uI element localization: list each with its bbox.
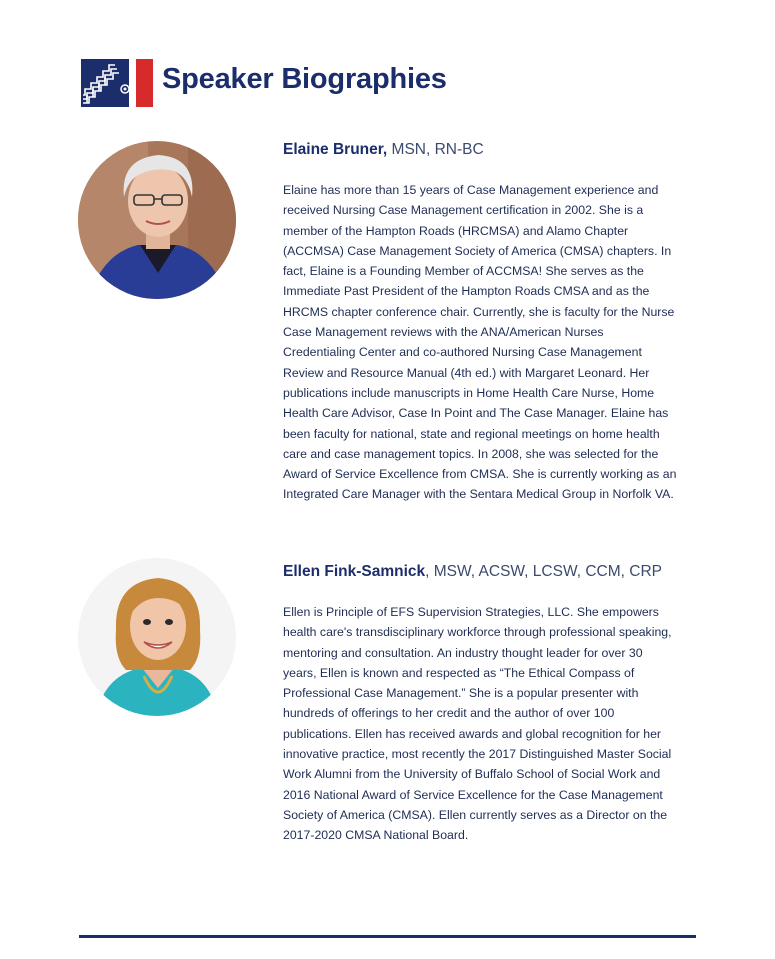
bio-line: mentoring and consultation. An industry thought leader for over 30 [283, 645, 643, 660]
bio-line: member of the Hampton Roads (HRCMSA) and Alamo Chapter [283, 223, 629, 238]
bio-line: been faculty for national, state and regional meetings on home health [283, 426, 660, 441]
staircase-logo-icon [81, 59, 153, 107]
bio-line: publications include manuscripts in Home Health Care Nurse, Home [283, 385, 655, 400]
bio-line: hundreds of offerings to her credit and the author of over 100 [283, 706, 615, 721]
bio-line: publications. Ellen has received awards and global recognition for her [283, 726, 662, 741]
speaker-credentials: , MSW, ACSW, LCSW, CCM, CRP [425, 563, 662, 580]
speaker-photo-ellen [78, 558, 236, 716]
bio-line: Credentialing Center and co-authored Nursing Case Management [283, 345, 642, 360]
bio-line: HRCMS chapter conference chair. Currently, she is faculty for the Nurse [283, 304, 675, 319]
bio-line: received Nursing Case Management certification in 2002. She is a [283, 203, 644, 218]
speaker-name-heading [283, 141, 484, 159]
speaker-photo-elaine [78, 141, 236, 299]
bio-line: Immediate Past President of the Hampton Roads CMSA and as the [283, 284, 650, 299]
bio-line: Professional Case Management.” She is a popular presenter with [283, 686, 639, 701]
footer-divider [79, 935, 696, 938]
speaker-bio [283, 180, 683, 505]
bio-line: years, Ellen is known and respected as “The Ethical Compass of [283, 665, 635, 680]
bio-line: fact, Elaine is a Founding Member of ACCMSA! She serves as the [283, 264, 644, 279]
bio-line: 2016 National Award of Service Excellence for the Case Management [283, 787, 663, 802]
bio-line: Ellen is Principle of EFS Supervision Strategies, LLC. She empowers [283, 605, 659, 619]
bio-line: Case Management reviews with the ANA/American Nurses [283, 325, 604, 340]
bio-line: health care's transdisciplinary workforce through professional speaking, [283, 625, 672, 640]
bio-line: Elaine has more than 15 years of Case Management experience and [283, 183, 659, 197]
bio-line: Integrated Care Manager with the Sentara Medical Group in Norfolk VA. [283, 487, 674, 502]
page-title: Speaker Biographies [162, 63, 447, 95]
bio-line: Health Care Advisor, Case In Point and The Case Manager. Elaine has [283, 406, 669, 421]
portrait-ellen-fink-samnick-icon [78, 558, 236, 716]
speaker-name: Elaine Bruner, [283, 141, 388, 158]
bio-line: Review and Resource Manual (4th ed.) with Margaret Leonard. Her [283, 365, 650, 380]
speaker-name: Ellen Fink-Samnick [283, 563, 426, 580]
bio-line: care and case management topics. In 2008, she was selected for the [283, 446, 659, 461]
speaker-bio [283, 602, 683, 846]
speaker-credentials: MSN, RN-BC [387, 141, 484, 158]
bio-line: Award of Service Excellence from CMSA. She is currently working as an [283, 467, 677, 482]
bio-line: innovative practice, most recently the 2017 Distinguished Master Social [283, 747, 672, 762]
portrait-elaine-bruner-icon [78, 141, 236, 299]
bio-line: 2017-2020 CMSA National Board. [283, 828, 469, 843]
bio-line: Work Alumni from the University of Buffalo School of Social Work and [283, 767, 661, 782]
bio-line: (ACCMSA) Case Management Society of America (CMSA) chapters. In [283, 243, 672, 258]
speaker-name-heading [283, 563, 662, 581]
bio-line: Society of America (CMSA). Ellen currently serves as a Director on the [283, 807, 668, 822]
